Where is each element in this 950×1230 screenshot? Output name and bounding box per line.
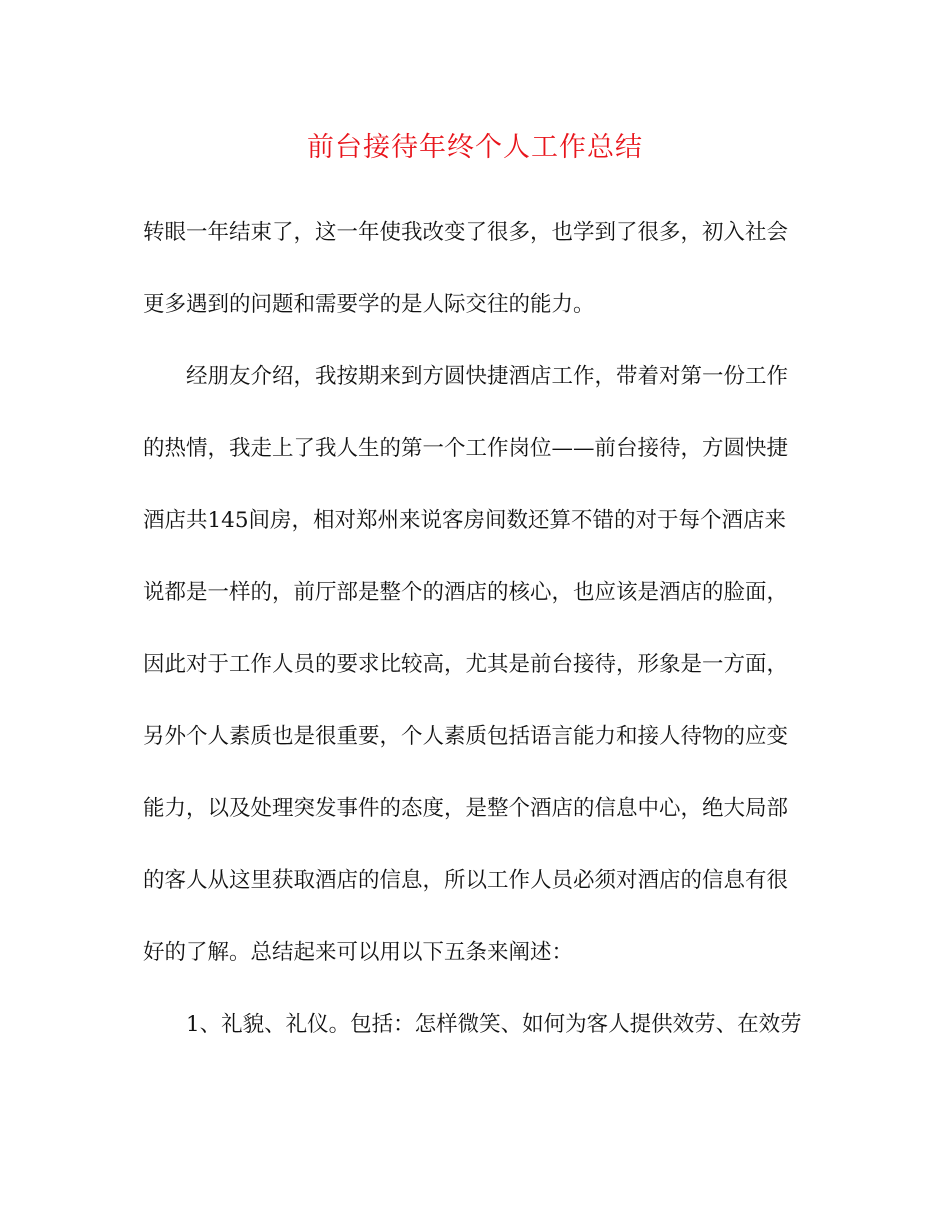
paragraph-line: 的客人从这里获取酒店的信息，所以工作人员必须对酒店的信息有很	[143, 868, 789, 893]
paragraph-line: 经朋友介绍，我按期来到方圆快捷酒店工作，带着对第一份工作	[186, 364, 789, 389]
paragraph-line: 酒店共145间房，相对郑州来说客房间数还算不错的对于每个酒店来	[143, 508, 787, 533]
paragraph-line: 好的了解。总结起来可以用以下五条来阐述：	[143, 940, 574, 965]
paragraph-line: 能力，以及处理突发事件的态度，是整个酒店的信息中心，绝大局部	[143, 796, 789, 821]
list-item-line: 1、礼貌、礼仪。包括：怎样微笑、如何为客人提供效劳、在效劳	[186, 1012, 802, 1037]
paragraph-line: 的热情，我走上了我人生的第一个工作岗位——前台接待，方圆快捷	[143, 436, 789, 461]
paragraph-line: 另外个人素质也是很重要，个人素质包括语言能力和接人待物的应变	[143, 724, 789, 749]
paragraph-line: 说都是一样的，前厅部是整个的酒店的核心，也应该是酒店的脸面，	[143, 580, 789, 605]
document-title: 前台接待年终个人工作总结	[307, 132, 643, 163]
paragraph-line: 更多遇到的问题和需要学的是人际交往的能力。	[143, 292, 595, 317]
paragraph-line: 转眼一年结束了，这一年使我改变了很多，也学到了很多，初入社会	[143, 220, 789, 245]
paragraph-line: 因此对于工作人员的要求比较高，尤其是前台接待，形象是一方面，	[143, 652, 789, 677]
